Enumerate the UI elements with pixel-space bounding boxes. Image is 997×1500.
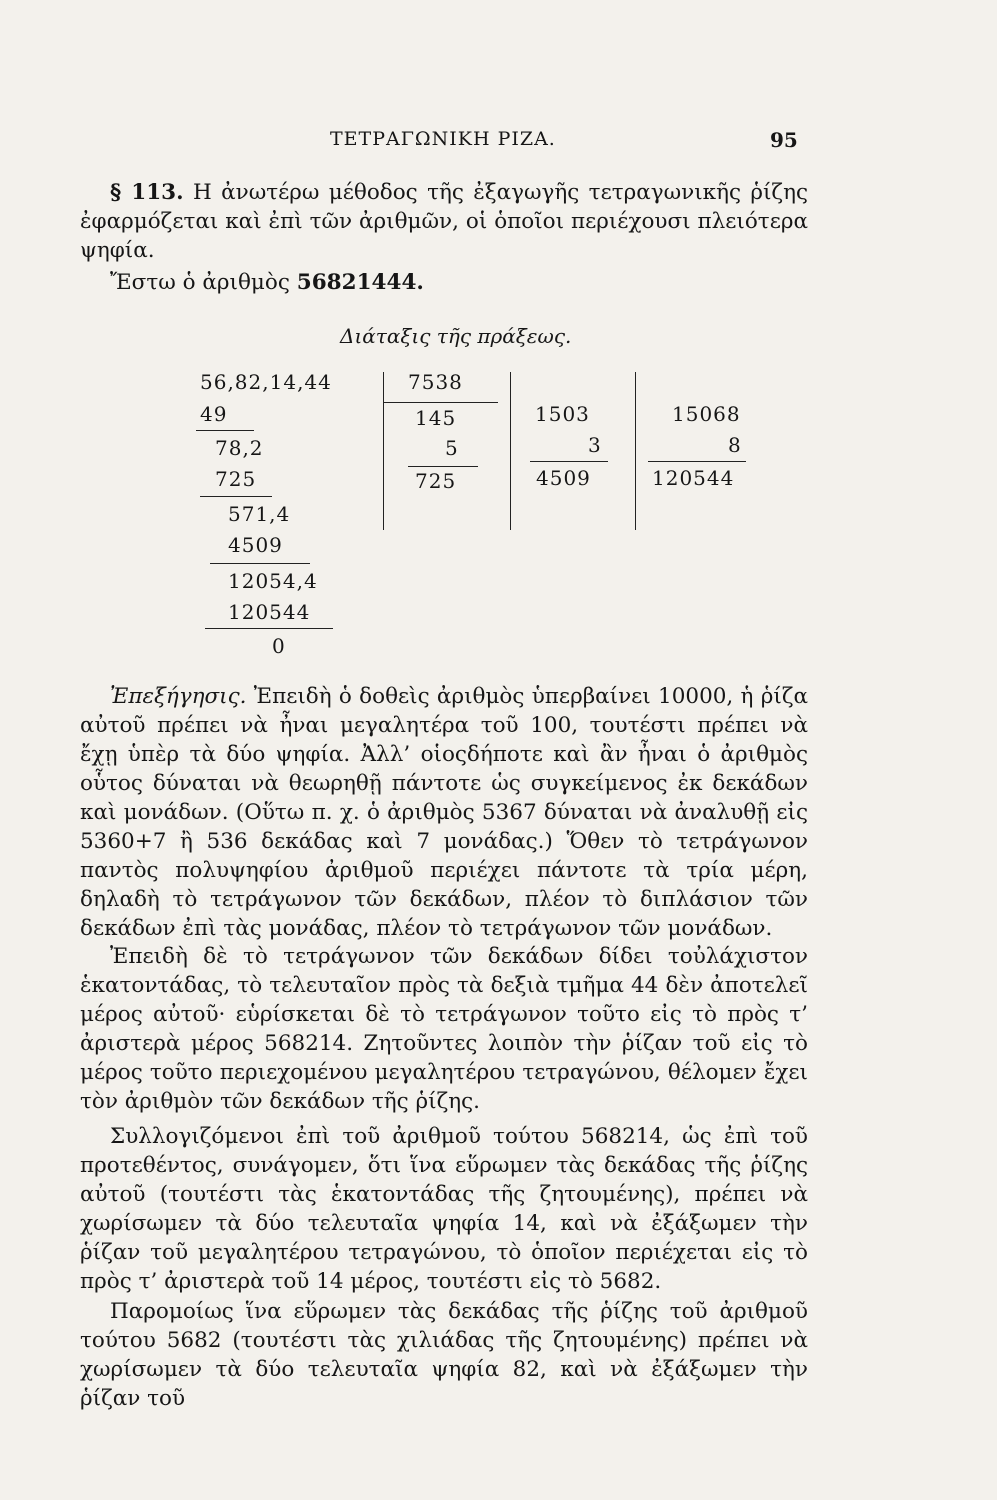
body-paragraph [80, 942, 808, 1116]
op-col2-2: 4509 [536, 466, 591, 490]
paragraph-text: Παρομοίως ἵνα εὕρωμεν τὰς δεκάδας τῆς ῥίζης τοῦ ἀριθμοῦ τούτου 5682 (τουτέστι τὰς χιλιάδας τῆς ζητουμένης) πρέπει νὰ χωρίσωμεν τὰ δύο τελευταῖα ψηφία 82, καὶ νὰ ἐξάξωμεν τὴν ῥίζαν τοῦ [80, 1299, 808, 1411]
op-left-8: 0 [272, 634, 286, 658]
op-col3-2: 120544 [652, 466, 735, 490]
section-number: § 113. [110, 180, 184, 205]
op-col3-1: 8 [728, 433, 742, 457]
paragraph-text: Ἐπειδὴ δὲ τὸ τετράγωνον τῶν δεκάδων δίδει τοὐλάχιστον ἑκατοντάδας, τὸ τελευταῖον πρὸς τὰ δεξιὰ τμῆμα 44 δὲν ἀποτελεῖ μέρος αὐτοῦ· εὑρίσκεται δὲ τὸ τετράγωνον τοῦτο εἰς τὸ πρὸς τ’ ἀριστερὰ μέρος 568214. Ζητοῦντες λοιπὸν τὴν ῥίζαν τοῦ εἰς τὸ μέρος τοῦτο περιεχομένου μεγαλητέρου τετραγώνου, θέλομεν ἔχει τὸν ἀριθμὸν τῶν δεκάδων τῆς ῥίζης. [80, 944, 808, 1114]
op-col1-0: 7538 [408, 370, 463, 394]
op-col2-1: 3 [588, 433, 602, 457]
body-paragraph [80, 1122, 808, 1296]
op-left-2: 78,2 [215, 436, 264, 460]
op-left-1: 49 [200, 402, 228, 426]
paragraph-text: Συλλογιζόμενοι ἐπὶ τοῦ ἀριθμοῦ τούτου 568214, ὡς ἐπὶ τοῦ προτεθέντος, συνάγομεν, ὅτι ἵνα εὕρωμεν τὰς δεκάδας τῆς ῥίζης αὐτοῦ (τουτέστι τὰς ἑκατοντάδας τῆς ζητουμένης), πρέπει νὰ χωρίσωμεν τὰ δύο τελευταῖα ψηφία 14, καὶ νὰ ἐξάξωμεν τὴν ῥίζαν τοῦ μεγαλητέρου τετραγώνου, τὸ ὁποῖον περιέχεται εἰς τὸ πρὸς τ’ ἀριστερὰ τοῦ 14 μέρος, τουτέστι εἰς τὸ 5682. [80, 1124, 808, 1294]
example-number: 56821444. [296, 270, 424, 295]
section-paragraph [80, 178, 808, 265]
op-rule [200, 496, 272, 497]
op-divider [635, 372, 636, 530]
op-rule [648, 461, 746, 462]
op-col1-1: 145 [415, 406, 457, 430]
op-divider [383, 372, 384, 530]
page-number: 95 [770, 128, 798, 152]
op-left-3: 725 [215, 467, 257, 491]
op-col1-3: 725 [415, 469, 457, 493]
op-left-7: 120544 [228, 600, 311, 624]
op-divider [510, 372, 511, 530]
op-rule [408, 466, 478, 467]
explanation-text: Ἐπειδὴ ὁ δοθεὶς ἀριθμὸς ὑπερβαίνει 10000, ἡ ῥίζα αὐτοῦ πρέπει νὰ ἦναι μεγαλητέρα τοῦ 100, τουτέστι πρέπει νὰ ἔχῃ ὑπὲρ τὰ δύο ψηφία. Ἀλλ’ οἱοςδήποτε καὶ ἂν ἦναι ὁ ἀριθμὸς οὗτος δύναται νὰ θεωρηθῇ πάντοτε ὡς συγκείμενος ἐκ δεκάδων καὶ μονάδων. (Οὕτω π. χ. ὁ ἀριθμὸς 5367 δύναται νὰ ἀναλυθῇ εἰς 5360+7 ἢ 536 δεκάδας καὶ 7 μονάδας.) Ὅθεν τὸ τετράγωνον παντὸς πολυψηφίου ἀριθμοῦ περιέχει πάντοτε τὰ τρία μέρη, δηλαδὴ τὸ τετράγωνον τῶν δεκάδων, πλέον τὸ διπλάσιον τῶν δεκάδων ἐπὶ τὰς μονάδας, πλέον τὸ τετράγωνον τῶν μονάδων. [80, 684, 808, 941]
op-col1-2: 5 [445, 436, 459, 460]
section-text: Η ἀνωτέρω μέθοδος τῆς ἐξαγωγῆς τετραγωνικῆς ῥίζης ἐφαρμόζεται καὶ ἐπὶ τῶν ἀριθμῶν, οἱ ὁποῖοι περιέχουσι πλειότερα ψηφία. [80, 180, 809, 263]
op-rule [383, 402, 498, 403]
chapter-title: ΤΕΤΡΑΓΩΝΙΚΗ ΡΙΖΑ. [330, 128, 556, 150]
explanation-label: Ἐπεξήγησις. [110, 684, 247, 709]
op-left-4: 571,4 [228, 502, 291, 526]
op-rule [196, 430, 254, 431]
example-line [80, 268, 780, 297]
explanation-paragraph [80, 682, 808, 943]
op-left-6: 12054,4 [228, 569, 318, 593]
op-left-5: 4509 [228, 533, 283, 557]
example-intro: Ἔστω ὁ ἀριθμὸς [110, 270, 290, 295]
running-head [0, 128, 997, 158]
op-rule [210, 563, 310, 564]
op-col3-0: 15068 [672, 402, 741, 426]
op-col2-0: 1503 [535, 402, 590, 426]
op-rule [205, 628, 333, 629]
body-paragraph [80, 1297, 808, 1413]
layout-caption: Διάταξις τῆς πράξεως. [340, 324, 572, 348]
op-left-0: 56,82,14,44 [200, 370, 332, 394]
op-rule [530, 461, 608, 462]
